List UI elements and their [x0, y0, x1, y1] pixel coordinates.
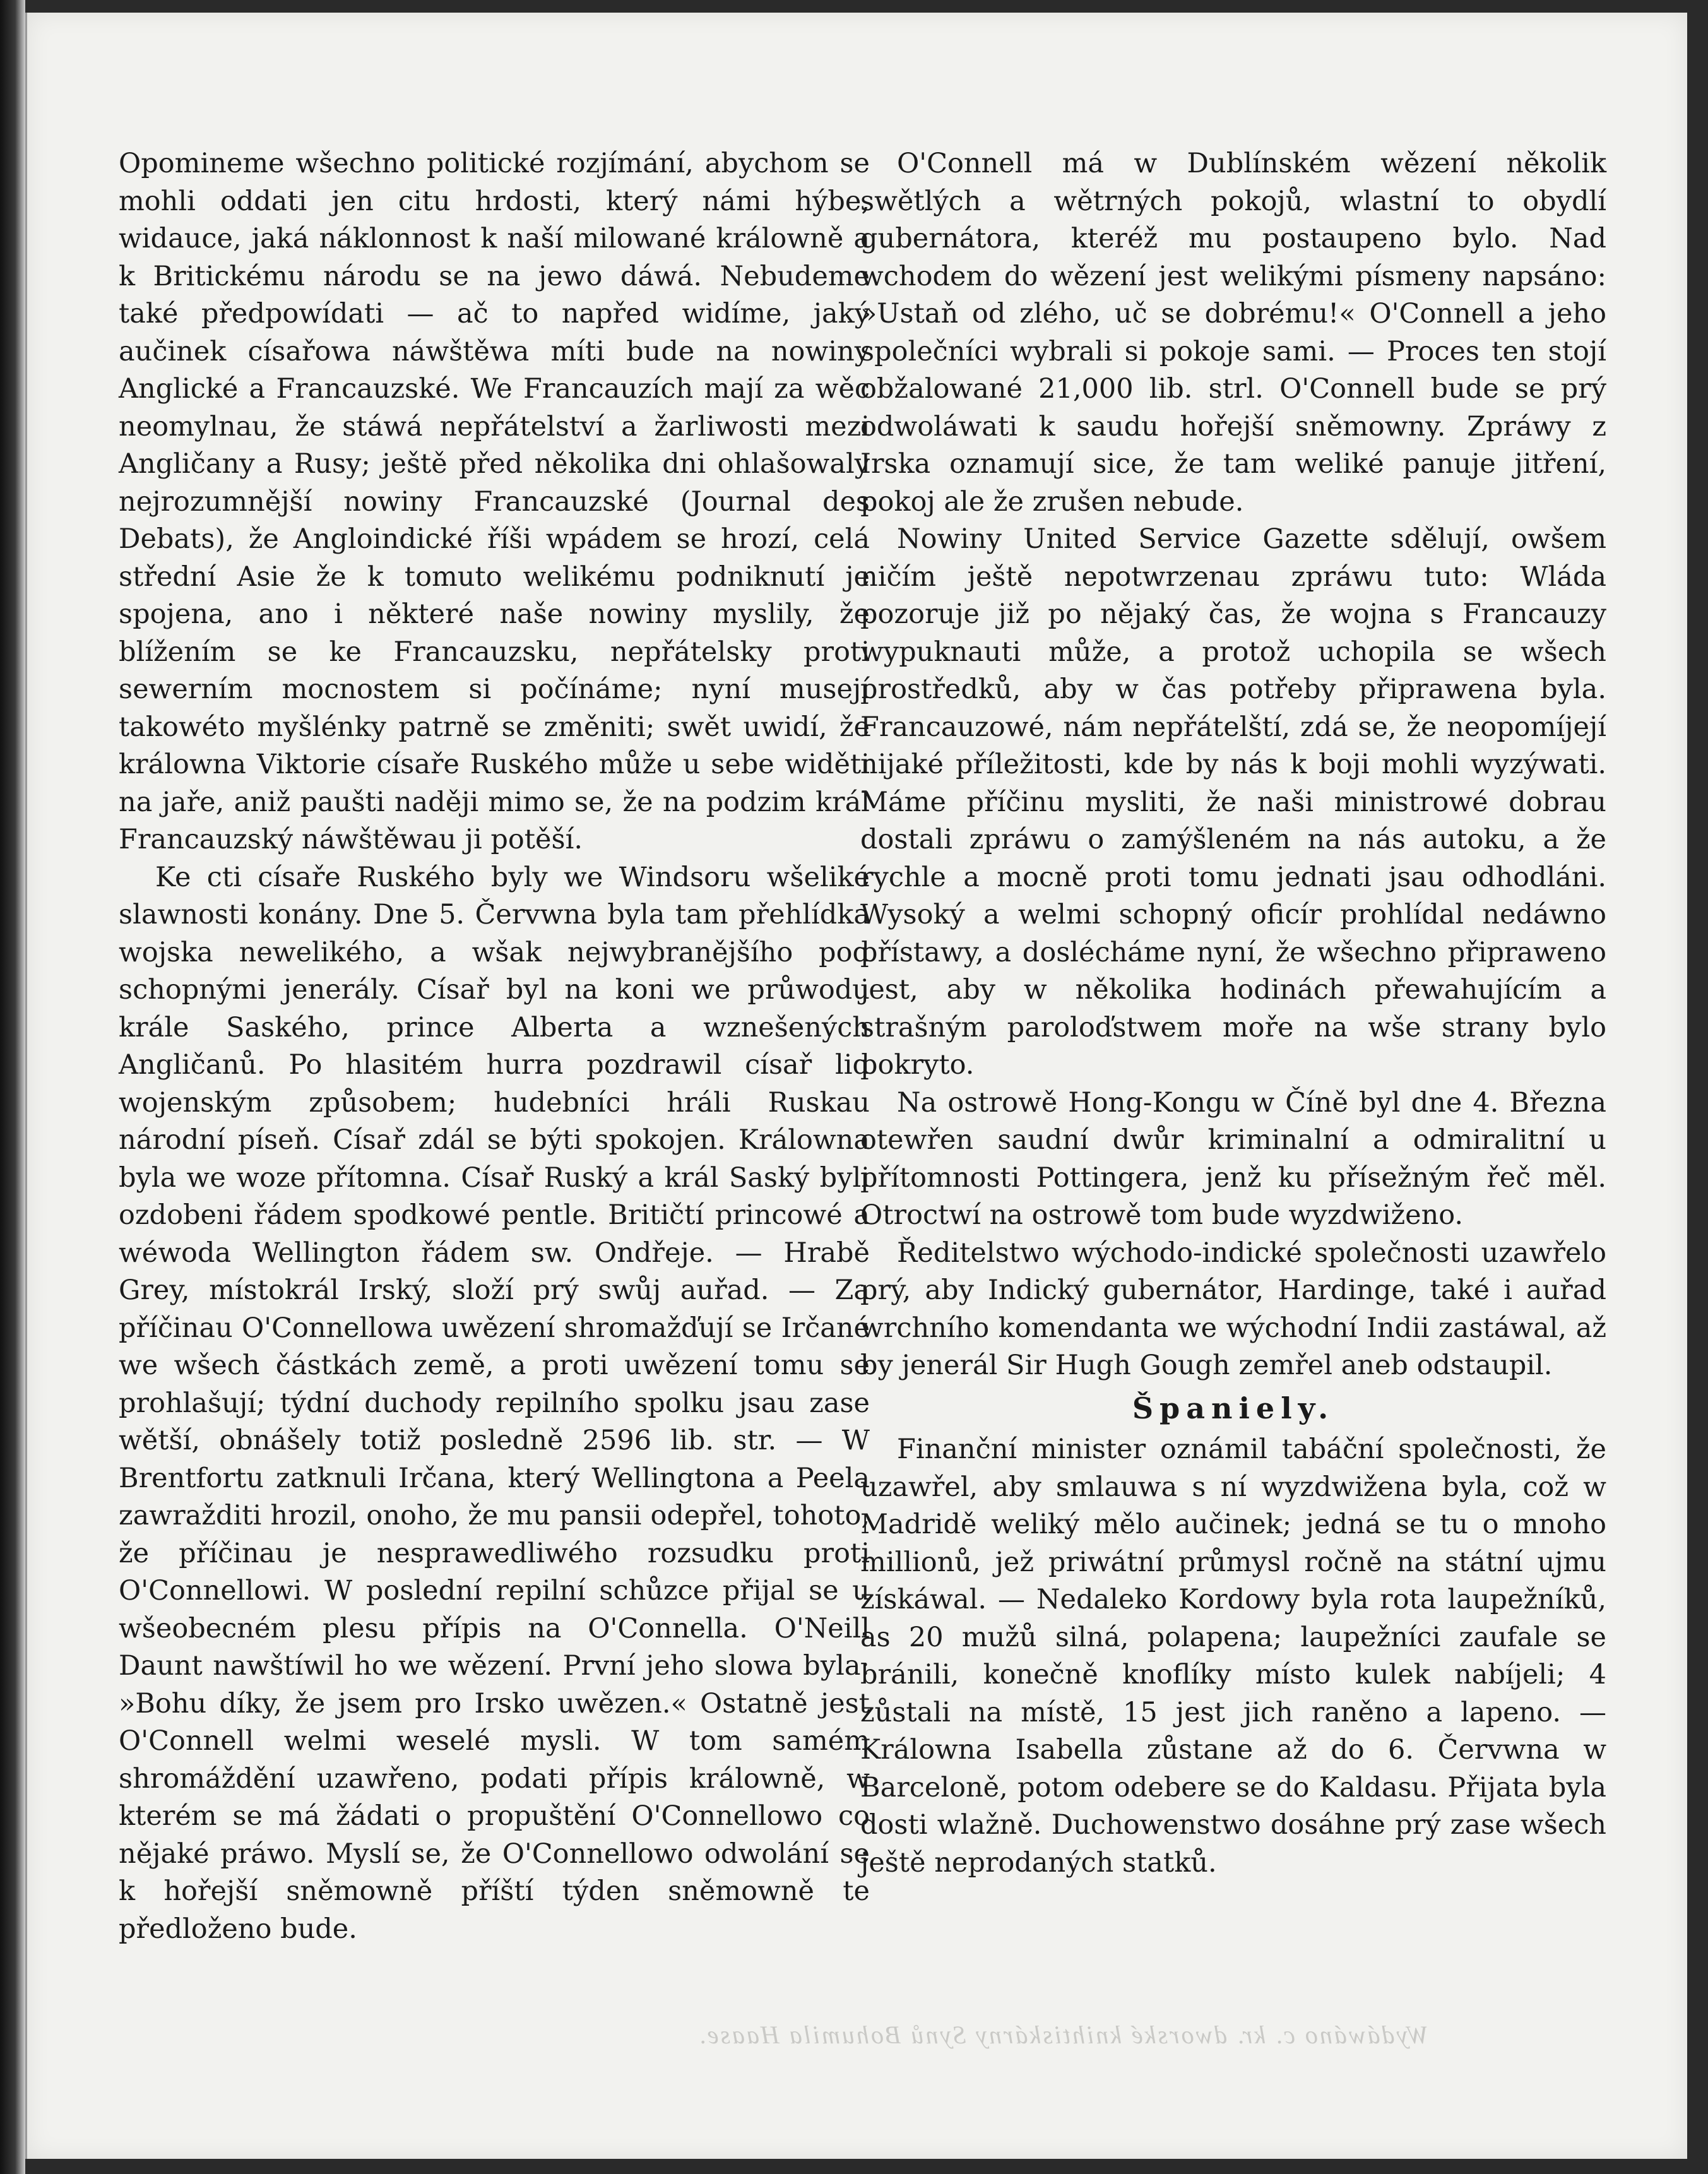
newspaper-page: [25, 13, 1687, 2159]
article-paragraph: Na ostrowě Hong-Kongu w Číně byl dne 4. Března otewřen saudní dwůr kriminalní a odmiralitní u přítomnosti Pottingera, jenž ku přísežným řeč měl. Otroctwí na ostrowě tom bude wyzdwiženo.: [860, 1086, 1606, 1231]
article-paragraph: Finanční minister oznámil tabáční společnosti, že uzawřel, aby smlauwa s ní wyzdwižena byla, což w Madridě weliký mělo aučinek; jedná se tu o mnoho millionů, jež priwátní průmysl ročně na státní ujmu získáwal. — Nedaleko Kordowy byla rota laupežníků, as 20 mužů silná, polapena; laupežníci zaufale se bránili, konečně knoflíky místo kulek nabíjeli; 4 zůstali na místě, 15 jest jich raněno a lapeno. — Králowna Isabella zůstane až do 6. Červwna w Barceloně, potom odebere se do Kaldasu. Přijata byla dosti wlažně. Duchowenstwo dosáhne prý zase wšech ještě neprodaných statků.: [860, 1434, 1606, 1879]
article-paragraph: Ke cti císaře Ruského byly we Windsoru wšeliké slawnosti konány. Dne 5. Červwna byla tam přehlídka wojska newelikého, a wšak nejwybranějšího pod schopnými jenerály. Císař byl na koni we průwodu krále Saského, prince Alberta a wznešených Angličanů. Po hlasitém hurra pozdrawil císař lid wojenským způsobem; hudebníci hráli Ruskau národní píseň. Císař zdál se býti spokojen. Králowna byla we woze přítomna. Císař Ruský a král Saský byli ozdobeni řádem spodkowé pentle. Britičtí princowé a wéwoda Wellington řádem sw. Ondřeje. — Hrabě Grey, místokrál Irský, složí prý swůj auřad. — Za příčinau O'Connellowa uwězení shromažďují se Irčané we wšech částkách země, a proti uwězení tomu se prohlašují; týdní duchody repilního spolku jsau zase wětší, obnášely totiž posledně 2596 lib. str. — W Brentfortu zatknuli Irčana, který Wellingtona a Peela zawražditi hrozil, onoho, že mu pansii odepřel, tohoto, že příčinau je nesprawedliwého rozsudku proti O'Connellowi. W poslední repilní schůzce přijal se u wšeobecném plesu přípis na O'Connella. O'Neill Daunt nawštíwil ho we wězení. První jeho slowa byla: »Bohu díky, že jsem pro Irsko uwězen.« Ostatně jest O'Connell welmi weselé mysli. W tom samém shromáždění uzawřeno, podati přípis králowně, w kterém se má žádati o propuštění O'Connellowo co nějaké práwo. Myslí se, že O'Connellowo odwolání se k hořejší sněmowně příští týden sněmowně te předloženo bude.: [119, 861, 870, 1945]
article-paragraph: Ředitelstwo wýchodo-indické společnosti uzawřelo prý, aby Indický gubernátor, Hardinge, také i auřad wrchního komendanta we wýchodní Indii zastáwal, až by jenerál Sir Hugh Gough zemřel aneb odstaupil.: [860, 1237, 1606, 1381]
left-column: [119, 145, 870, 1948]
right-column: [860, 145, 1606, 1882]
bleed-through-imprint: Wydáwáno c. kr. dworské knihtiskárny Synů Bohumila Haase.: [697, 2021, 1428, 2049]
article-paragraph: Opomineme wšechno politické rozjímání, abychom se mohli oddati jen citu hrdosti, který námi hýbe, widauce, jaká náklonnost k naší milowané králowně a k Britickému národu se na jewo dáwá. Nebudeme také předpowídati — ač to napřed widíme, jaký aučinek císařowa náwštěwa míti bude na nowiny Anglické a Francauzské. We Francauzích mají za wěc neomylnau, že stáwá nepřátelství a žarliwosti mezi Angličany a Rusy; ještě před několika dni ohlašowaly nejrozumnější nowiny Francauzské (Journal des Debats), že Angloindické říši wpádem se hrozí, celá střední Asie že k tomuto welikému podniknutí je spojena, ano i některé naše nowiny myslily, že blížením se ke Francauzsku, nepřátelsky proti sewerním mocnostem si počínáme; nyní musejí takowéto myšlénky patrně se změniti; swět uwidí, že králowna Viktorie císaře Ruského může u sebe widěti na jaře, aniž paušti naději mimo se, že na podzim král Francauzský náwštěwau ji potěší.: [119, 148, 870, 855]
section-heading: Španiely.: [1132, 1391, 1335, 1425]
article-paragraph: O'Connell má w Dublínském wězení několik swětlých a wětrných pokojů, wlastní to obydlí gubernátora, kteréž mu postaupeno bylo. Nad wchodem do wězení jest welikými písmeny napsáno: »Ustaň od zlého, uč se dobrému!« O'Connell a jeho společníci wybrali si pokoje sami. — Proces ten stojí obžalowané 21,000 lib. strl. O'Connell bude se prý odwoláwati k saudu hořejší sněmowny. Zpráwy z Irska oznamují sice, že tam weliké panuje jitření, pokoj ale že zrušen nebude.: [860, 148, 1606, 518]
scan-binding-edge: [0, 0, 25, 2174]
article-paragraph: Nowiny United Service Gazette sdělují, owšem ničím ještě nepotwrzenau zpráwu tuto: Wláda pozoruje již po nějaký čas, že wojna s Francauzy wypuknauti může, a protož uchopila se wšech prostředků, aby w čas potřeby připrawena byla. Francauzowé, nám nepřátelští, zdá se, že neopomíjejí nijaké příležitosti, kde by nás k boji mohli wyzýwati. Máme příčinu mysliti, že naši ministrowé dobrau dostali zpráwu o zamýšleném na nás autoku, a že rychle a mocně proti tomu jednati jsau odhodláni. Wysoký a welmi schopný oficír prohlídal nedáwno přístawy, a doslécháme nyní, že wšechno připraweno jest, aby w několika hodinách přewahujícím a strašným paroloďstwem moře na wše strany bylo pokryto.: [860, 523, 1606, 1081]
